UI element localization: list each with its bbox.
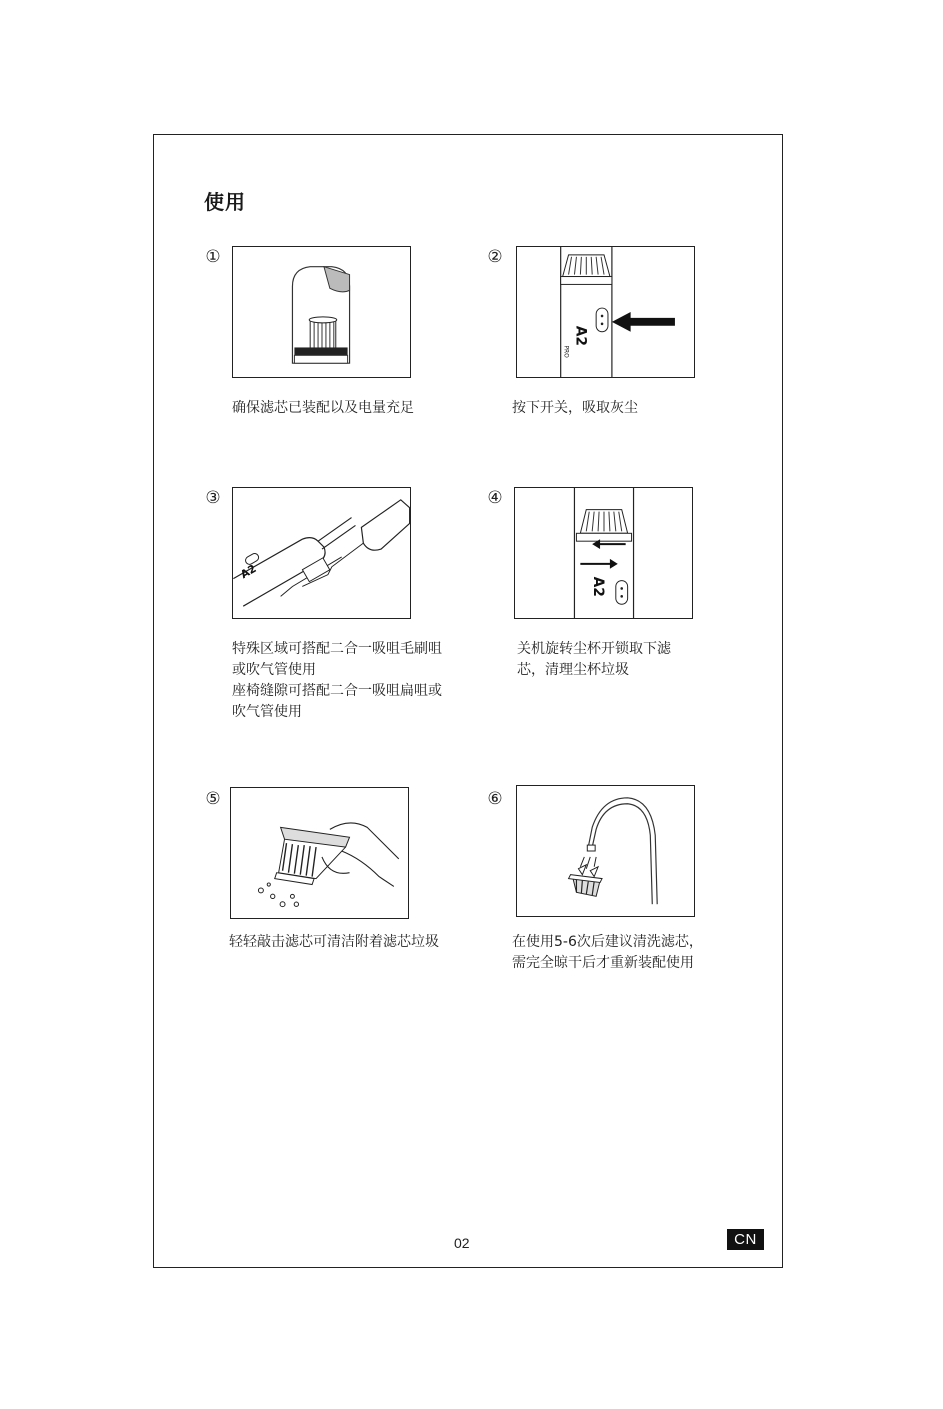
caption-line: 需完全晾干后才重新装配使用	[512, 955, 694, 971]
arrow-icon	[612, 312, 675, 332]
step-caption-1	[232, 398, 414, 419]
illustration-press-switch	[516, 246, 695, 378]
device-label: A2	[572, 325, 589, 347]
arrow-icon	[580, 559, 617, 569]
caption-line: 关机旋转尘杯开锁取下滤	[517, 641, 671, 657]
step-caption-6	[512, 932, 703, 974]
illustration-filter-installed	[232, 246, 411, 378]
caption-line: 轻轻敲击滤芯可清洁附着滤芯垃圾	[229, 934, 439, 950]
step-number-6: ⑥	[487, 789, 503, 809]
step-caption-2	[512, 398, 638, 419]
caption-line: 在使用5-6次后建议清洗滤芯，	[512, 934, 703, 950]
step-number-3: ③	[205, 488, 221, 508]
step-number-4: ④	[487, 488, 503, 508]
illustration-tap-filter	[230, 787, 409, 919]
step-number-2: ②	[487, 247, 503, 267]
step-number-5: ⑤	[205, 789, 221, 809]
step-caption-5	[229, 932, 439, 953]
caption-line: 吹气管使用	[232, 704, 302, 720]
caption-line: 座椅缝隙可搭配二合一吸咀扁咀或	[232, 683, 442, 699]
step-caption-3	[232, 639, 442, 723]
device-label: A2	[590, 576, 607, 597]
device-label: A2	[238, 561, 259, 582]
filter-icon	[515, 488, 692, 618]
caption-line: 确保滤芯已装配以及电量充足	[232, 400, 414, 416]
step-number-1: ①	[205, 247, 221, 267]
illustration-accessories	[232, 487, 411, 619]
illustration-remove-filter	[514, 487, 693, 619]
filter-icon	[233, 247, 410, 377]
hand-icon	[231, 788, 408, 918]
language-badge: CN	[727, 1229, 764, 1250]
caption-line: 或吹气管使用	[232, 662, 316, 678]
step-caption-4	[517, 639, 671, 681]
faucet-icon	[517, 786, 694, 916]
device-sublabel: PRO	[562, 345, 569, 358]
vacuum-icon	[517, 247, 694, 377]
caption-line: 按下开关，吸取灰尘	[512, 400, 638, 416]
caption-line: 特殊区域可搭配二合一吸咀毛刷咀	[232, 641, 442, 657]
section-title: 使用	[204, 190, 246, 214]
caption-line: 芯，清理尘杯垃圾	[517, 662, 629, 678]
illustration-wash-filter	[516, 785, 695, 917]
page-number: 02	[454, 1235, 470, 1251]
vacuum-icon	[233, 488, 410, 618]
